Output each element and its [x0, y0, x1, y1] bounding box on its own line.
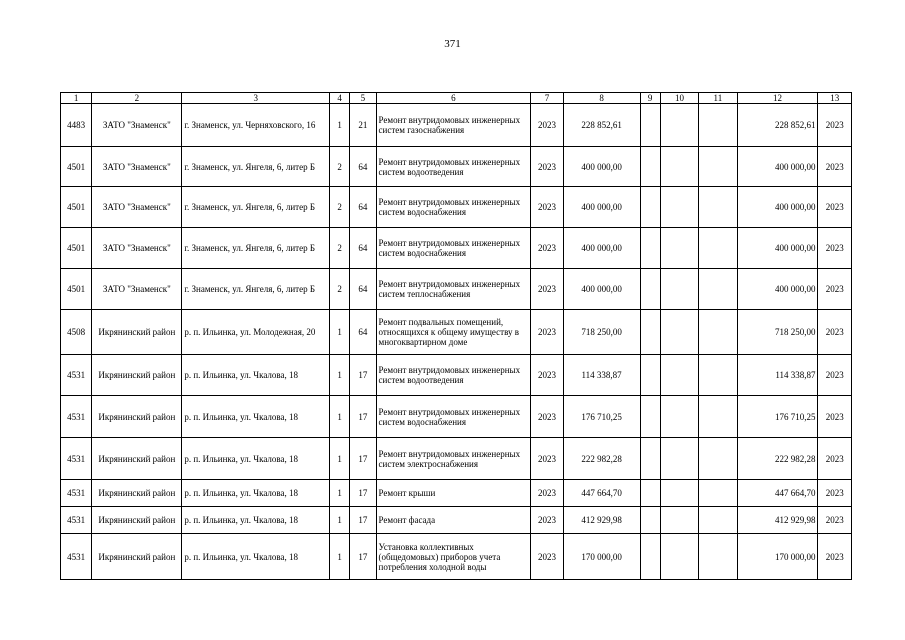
table-row: [61, 104, 852, 147]
total-cost-cell: 400 000,00: [737, 269, 818, 310]
table-row: [61, 228, 852, 269]
table-row: [61, 187, 852, 228]
municipality-cell: Икрянинский район: [92, 438, 182, 480]
col-11-value-cell: [699, 147, 737, 187]
total-cost-cell: 718 250,00: [737, 310, 818, 355]
column-header: 8: [563, 93, 640, 104]
cost-value-cell: 400 000,00: [563, 187, 640, 228]
col-10-value-cell: [660, 438, 698, 480]
year-cell: 2023: [531, 355, 563, 396]
col-11-value-cell: [699, 438, 737, 480]
total-cost-cell: 412 929,98: [737, 507, 818, 534]
row-id-cell: 4531: [61, 507, 92, 534]
total-cost-cell: 114 338,87: [737, 355, 818, 396]
row-id-cell: 4531: [61, 355, 92, 396]
header-row: [61, 93, 852, 104]
col-9-value-cell: [640, 147, 660, 187]
row-id-cell: 4501: [61, 147, 92, 187]
row-id-cell: 4531: [61, 438, 92, 480]
completion-year-cell: 2023: [818, 104, 852, 147]
cost-value-cell: 176 710,25: [563, 396, 640, 438]
col-10-value-cell: [660, 187, 698, 228]
table-row: [61, 534, 852, 580]
col-4-value-cell: 1: [330, 534, 350, 580]
col-4-value-cell: 2: [330, 147, 350, 187]
cost-value-cell: 400 000,00: [563, 269, 640, 310]
column-header: 5: [350, 93, 376, 104]
table-row: [61, 480, 852, 507]
completion-year-cell: 2023: [818, 507, 852, 534]
column-header: 12: [737, 93, 818, 104]
total-cost-cell: 222 982,28: [737, 438, 818, 480]
table-row: [61, 438, 852, 480]
work-type-cell: Ремонт внутридомовых инженерных систем электроснабжения: [376, 438, 531, 480]
municipality-cell: Икрянинский район: [92, 507, 182, 534]
column-header: 9: [640, 93, 660, 104]
col-11-value-cell: [699, 507, 737, 534]
cost-value-cell: 447 664,70: [563, 480, 640, 507]
cost-value-cell: 400 000,00: [563, 147, 640, 187]
col-11-value-cell: [699, 310, 737, 355]
year-cell: 2023: [531, 147, 563, 187]
address-cell: р. п. Ильинка, ул. Чкалова, 18: [182, 480, 330, 507]
year-cell: 2023: [531, 269, 563, 310]
municipality-cell: Икрянинский район: [92, 480, 182, 507]
col-10-value-cell: [660, 104, 698, 147]
col-5-value-cell: 17: [350, 534, 376, 580]
col-10-value-cell: [660, 534, 698, 580]
col-10-value-cell: [660, 228, 698, 269]
column-header: 11: [699, 93, 737, 104]
col-11-value-cell: [699, 396, 737, 438]
page-number: 371: [444, 38, 461, 50]
cost-value-cell: 114 338,87: [563, 355, 640, 396]
col-9-value-cell: [640, 104, 660, 147]
col-9-value-cell: [640, 507, 660, 534]
work-type-cell: Ремонт фасада: [376, 507, 531, 534]
table-row: [61, 355, 852, 396]
municipality-cell: ЗАТО "Знаменск": [92, 228, 182, 269]
cost-value-cell: 170 000,00: [563, 534, 640, 580]
address-cell: р. п. Ильинка, ул. Чкалова, 18: [182, 355, 330, 396]
col-11-value-cell: [699, 534, 737, 580]
year-cell: 2023: [531, 396, 563, 438]
year-cell: 2023: [531, 310, 563, 355]
row-id-cell: 4501: [61, 187, 92, 228]
col-9-value-cell: [640, 269, 660, 310]
municipality-cell: ЗАТО "Знаменск": [92, 187, 182, 228]
col-4-value-cell: 1: [330, 355, 350, 396]
cost-value-cell: 718 250,00: [563, 310, 640, 355]
work-type-cell: Ремонт внутридомовых инженерных систем водоотведения: [376, 147, 531, 187]
year-cell: 2023: [531, 187, 563, 228]
address-cell: г. Знаменск, ул. Янгеля, 6, литер Б: [182, 147, 330, 187]
address-cell: г. Знаменск, ул. Янгеля, 6, литер Б: [182, 269, 330, 310]
table-row: [61, 310, 852, 355]
cost-value-cell: 222 982,28: [563, 438, 640, 480]
col-5-value-cell: 64: [350, 147, 376, 187]
cost-value-cell: 412 929,98: [563, 507, 640, 534]
work-type-cell: Ремонт внутридомовых инженерных систем водоснабжения: [376, 396, 531, 438]
col-4-value-cell: 1: [330, 396, 350, 438]
col-11-value-cell: [699, 187, 737, 228]
address-cell: р. п. Ильинка, ул. Чкалова, 18: [182, 396, 330, 438]
completion-year-cell: 2023: [818, 396, 852, 438]
total-cost-cell: 400 000,00: [737, 147, 818, 187]
work-type-cell: Ремонт подвальных помещений, относящихся к общему имуществу в многоквартирном доме: [376, 310, 531, 355]
column-header: 1: [61, 93, 92, 104]
col-10-value-cell: [660, 507, 698, 534]
municipality-cell: Икрянинский район: [92, 310, 182, 355]
municipality-cell: Икрянинский район: [92, 355, 182, 396]
cost-value-cell: 400 000,00: [563, 228, 640, 269]
col-5-value-cell: 64: [350, 187, 376, 228]
total-cost-cell: 176 710,25: [737, 396, 818, 438]
table-row: [61, 147, 852, 187]
col-5-value-cell: 17: [350, 480, 376, 507]
address-cell: р. п. Ильинка, ул. Чкалова, 18: [182, 438, 330, 480]
municipality-cell: ЗАТО "Знаменск": [92, 104, 182, 147]
col-11-value-cell: [699, 269, 737, 310]
repair-schedule-table: [60, 92, 852, 580]
col-10-value-cell: [660, 480, 698, 507]
address-cell: р. п. Ильинка, ул. Чкалова, 18: [182, 507, 330, 534]
table-row: [61, 507, 852, 534]
col-9-value-cell: [640, 438, 660, 480]
completion-year-cell: 2023: [818, 269, 852, 310]
year-cell: 2023: [531, 534, 563, 580]
col-10-value-cell: [660, 269, 698, 310]
col-9-value-cell: [640, 187, 660, 228]
row-id-cell: 4483: [61, 104, 92, 147]
address-cell: г. Знаменск, ул. Янгеля, 6, литер Б: [182, 228, 330, 269]
total-cost-cell: 400 000,00: [737, 187, 818, 228]
total-cost-cell: 228 852,61: [737, 104, 818, 147]
col-5-value-cell: 17: [350, 355, 376, 396]
column-header: 3: [182, 93, 330, 104]
col-4-value-cell: 1: [330, 438, 350, 480]
work-type-cell: Ремонт внутридомовых инженерных систем газоснабжения: [376, 104, 531, 147]
completion-year-cell: 2023: [818, 187, 852, 228]
work-type-cell: Ремонт внутридомовых инженерных систем теплоснабжения: [376, 269, 531, 310]
col-11-value-cell: [699, 228, 737, 269]
completion-year-cell: 2023: [818, 228, 852, 269]
work-type-cell: Ремонт внутридомовых инженерных систем водоснабжения: [376, 228, 531, 269]
col-4-value-cell: 1: [330, 480, 350, 507]
col-4-value-cell: 2: [330, 228, 350, 269]
address-cell: р. п. Ильинка, ул. Молодежная, 20: [182, 310, 330, 355]
municipality-cell: Икрянинский район: [92, 534, 182, 580]
year-cell: 2023: [531, 507, 563, 534]
col-4-value-cell: 2: [330, 269, 350, 310]
col-10-value-cell: [660, 396, 698, 438]
col-10-value-cell: [660, 147, 698, 187]
col-4-value-cell: 1: [330, 507, 350, 534]
column-header: 13: [818, 93, 852, 104]
col-10-value-cell: [660, 310, 698, 355]
row-id-cell: 4531: [61, 396, 92, 438]
row-id-cell: 4508: [61, 310, 92, 355]
address-cell: р. п. Ильинка, ул. Чкалова, 18: [182, 534, 330, 580]
total-cost-cell: 400 000,00: [737, 228, 818, 269]
col-5-value-cell: 64: [350, 310, 376, 355]
completion-year-cell: 2023: [818, 355, 852, 396]
col-4-value-cell: 2: [330, 187, 350, 228]
completion-year-cell: 2023: [818, 147, 852, 187]
year-cell: 2023: [531, 438, 563, 480]
column-header: 7: [531, 93, 563, 104]
cost-value-cell: 228 852,61: [563, 104, 640, 147]
col-11-value-cell: [699, 355, 737, 396]
work-type-cell: Ремонт внутридомовых инженерных систем водоотведения: [376, 355, 531, 396]
total-cost-cell: 447 664,70: [737, 480, 818, 507]
municipality-cell: ЗАТО "Знаменск": [92, 147, 182, 187]
address-cell: г. Знаменск, ул. Янгеля, 6, литер Б: [182, 187, 330, 228]
col-9-value-cell: [640, 355, 660, 396]
col-5-value-cell: 64: [350, 228, 376, 269]
col-11-value-cell: [699, 104, 737, 147]
col-9-value-cell: [640, 480, 660, 507]
col-9-value-cell: [640, 396, 660, 438]
col-4-value-cell: 1: [330, 310, 350, 355]
municipality-cell: ЗАТО "Знаменск": [92, 269, 182, 310]
row-id-cell: 4531: [61, 480, 92, 507]
row-id-cell: 4501: [61, 269, 92, 310]
col-5-value-cell: 17: [350, 396, 376, 438]
col-4-value-cell: 1: [330, 104, 350, 147]
col-5-value-cell: 64: [350, 269, 376, 310]
col-9-value-cell: [640, 228, 660, 269]
work-type-cell: Установка коллективных (общедомовых) приборов учета потребления холодной воды: [376, 534, 531, 580]
work-type-cell: Ремонт крыши: [376, 480, 531, 507]
year-cell: 2023: [531, 104, 563, 147]
year-cell: 2023: [531, 228, 563, 269]
completion-year-cell: 2023: [818, 438, 852, 480]
col-9-value-cell: [640, 534, 660, 580]
row-id-cell: 4501: [61, 228, 92, 269]
col-5-value-cell: 17: [350, 438, 376, 480]
table-row: [61, 396, 852, 438]
column-header: 10: [660, 93, 698, 104]
table-row: [61, 269, 852, 310]
total-cost-cell: 170 000,00: [737, 534, 818, 580]
work-type-cell: Ремонт внутридомовых инженерных систем водоснабжения: [376, 187, 531, 228]
municipality-cell: Икрянинский район: [92, 396, 182, 438]
completion-year-cell: 2023: [818, 480, 852, 507]
completion-year-cell: 2023: [818, 310, 852, 355]
row-id-cell: 4531: [61, 534, 92, 580]
column-header: 6: [376, 93, 531, 104]
col-11-value-cell: [699, 480, 737, 507]
col-9-value-cell: [640, 310, 660, 355]
column-header: 2: [92, 93, 182, 104]
column-header: 4: [330, 93, 350, 104]
col-10-value-cell: [660, 355, 698, 396]
completion-year-cell: 2023: [818, 534, 852, 580]
col-5-value-cell: 21: [350, 104, 376, 147]
address-cell: г. Знаменск, ул. Черняховского, 16: [182, 104, 330, 147]
year-cell: 2023: [531, 480, 563, 507]
col-5-value-cell: 17: [350, 507, 376, 534]
